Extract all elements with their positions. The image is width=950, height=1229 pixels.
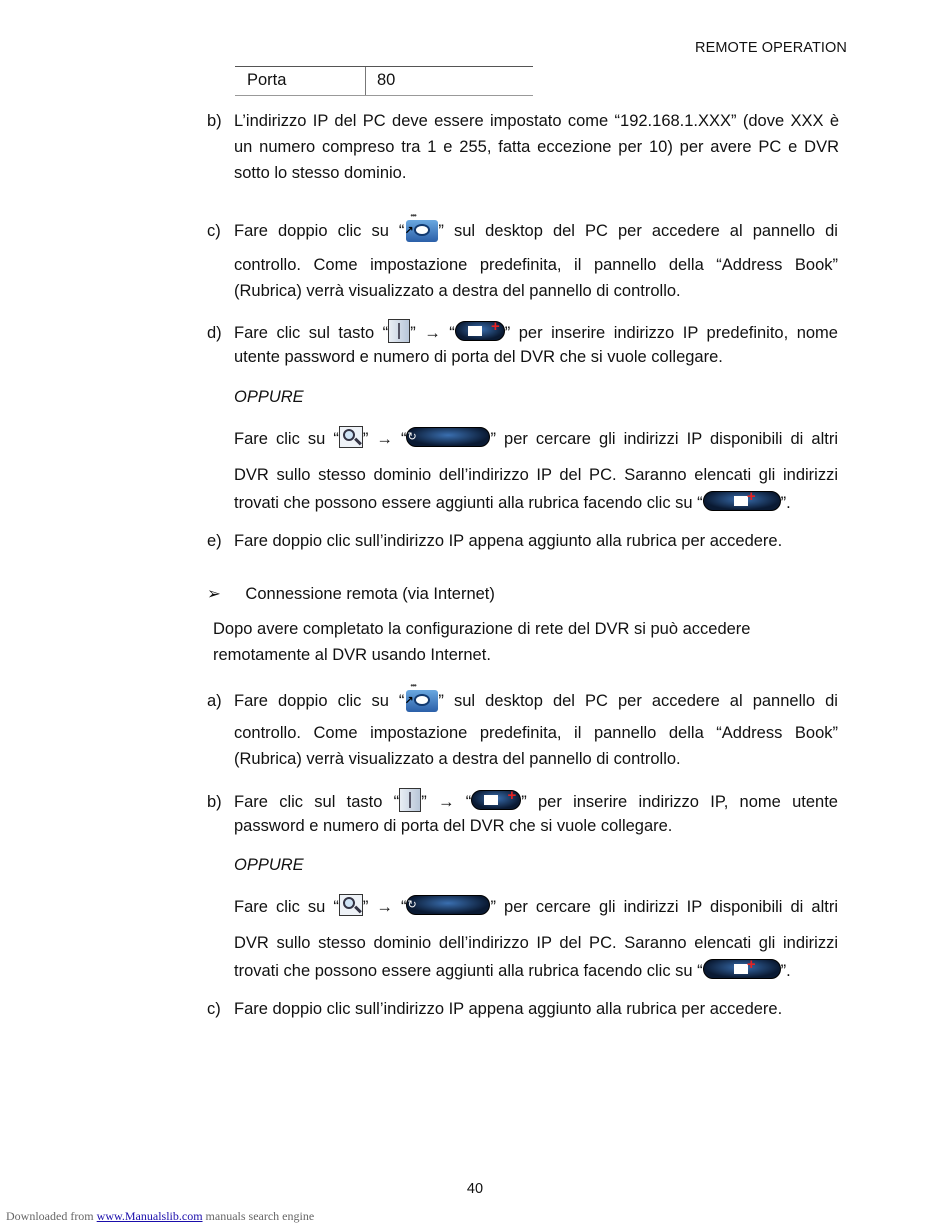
oppure-label: OPPURE <box>234 856 304 874</box>
add-entry-button[interactable]: + <box>471 790 521 810</box>
step-a-line2: controllo. Come impostazione predefinita, il pannello della “Address Book” <box>234 724 838 742</box>
step-c-line3: (Rubrica) verrà visualizzato a destra del pannello di controllo. <box>234 282 681 300</box>
download-footer: Downloaded from www.Manualslib.com manuals search engine <box>6 1209 315 1223</box>
section-title: Connessione remota (via Internet) <box>245 585 495 603</box>
intro-line2: remotamente al DVR usando Internet. <box>213 646 491 664</box>
step-marker: b) <box>207 793 222 811</box>
step-d-line1: Fare clic sul tasto “ ” → “ + ” per inserire indirizzo IP predefinito, nome <box>234 317 838 342</box>
step-marker: b) <box>207 112 222 130</box>
arrow-bullet-icon: ➢ <box>207 585 221 603</box>
videoviewer-eye-icon[interactable]: ••• ↗ <box>404 212 438 242</box>
step-b-line2: password e numero di porta del DVR che si vuole collegare. <box>234 817 673 835</box>
search-line2: DVR sullo stesso dominio dell’indirizzo IP del PC. Saranno elencati gli indirizzi <box>234 466 838 484</box>
port-label: Porta <box>247 71 287 89</box>
manualslib-link[interactable]: www.Manualslib.com <box>96 1209 203 1223</box>
search-line1: Fare clic su “ ” → “↻ ” per cercare gli indirizzi IP disponibili di altri <box>234 894 838 920</box>
step-a-line3: (Rubrica) verrà visualizzato a destra del pannello di controllo. <box>234 750 681 768</box>
step-c-line1: Fare doppio clic su “ ••• ↗ ” sul desktop del PC per accedere al pannello di <box>234 210 838 240</box>
add-entry-button[interactable]: + <box>455 321 505 341</box>
oppure-label: OPPURE <box>234 388 304 406</box>
address-book-icon[interactable] <box>399 788 421 812</box>
step-marker: c) <box>207 222 221 240</box>
intro-line1: Dopo avere completato la configurazione di rete del DVR si può accedere <box>213 620 751 638</box>
step-text: L’indirizzo IP del PC deve essere impostato come “192.168.1.XXX” (dove XXX è un numero compreso tra 1 e 255, fatta eccezione per 10) per avere PC e DVR sotto lo stesso dominio. <box>234 112 839 182</box>
step-marker: e) <box>207 532 222 550</box>
port-table <box>235 66 533 96</box>
step-b-line1: Fare clic sul tasto “ ” → “ + ” per inserire indirizzo IP, nome utente <box>234 786 838 811</box>
step-marker: c) <box>207 1000 221 1018</box>
port-value: 80 <box>377 71 396 89</box>
search-magnifier-icon[interactable] <box>339 426 363 448</box>
table-divider <box>365 67 366 95</box>
refresh-search-button[interactable]: ↻ <box>406 427 490 447</box>
refresh-search-button[interactable]: ↻ <box>406 895 490 915</box>
step-d-line2: utente password e numero di porta del DVR che si vuole collegare. <box>234 348 723 366</box>
step-a-line1: Fare doppio clic su “ ••• ↗ ” sul desktop del PC per accedere al pannello di <box>234 680 838 710</box>
search-line2: DVR sullo stesso dominio dell’indirizzo IP del PC. Saranno elencati gli indirizzi <box>234 934 838 952</box>
page-number: 40 <box>466 1181 484 1197</box>
videoviewer-eye-icon[interactable]: ••• ↗ <box>404 682 438 712</box>
search-line3: trovati che possono essere aggiunti alla rubrica facendo clic su “ + ”. <box>234 487 791 512</box>
add-to-book-button[interactable]: + <box>703 959 781 979</box>
search-line1: Fare clic su “ ” → “↻ ” per cercare gli indirizzi IP disponibili di altri <box>234 426 838 452</box>
step-marker: d) <box>207 324 222 342</box>
step-e-login <box>207 528 839 554</box>
step-text: Fare doppio clic sull’indirizzo IP appena aggiunto alla rubrica per accedere. <box>234 1000 783 1018</box>
add-to-book-button[interactable]: + <box>703 491 781 511</box>
step-c-login <box>207 996 839 1022</box>
step-marker: a) <box>207 692 222 710</box>
search-line3: trovati che possono essere aggiunti alla rubrica facendo clic su “ + ”. <box>234 955 791 980</box>
address-book-icon[interactable] <box>388 319 410 343</box>
search-magnifier-icon[interactable] <box>339 894 363 916</box>
step-text: Fare doppio clic sull’indirizzo IP appena aggiunto alla rubrica per accedere. <box>234 532 783 550</box>
section-heading <box>207 581 495 607</box>
step-b-ip-address <box>207 108 839 186</box>
step-c-line2: controllo. Come impostazione predefinita, il pannello della “Address Book” <box>234 256 838 274</box>
page-header: REMOTE OPERATION <box>695 40 847 56</box>
